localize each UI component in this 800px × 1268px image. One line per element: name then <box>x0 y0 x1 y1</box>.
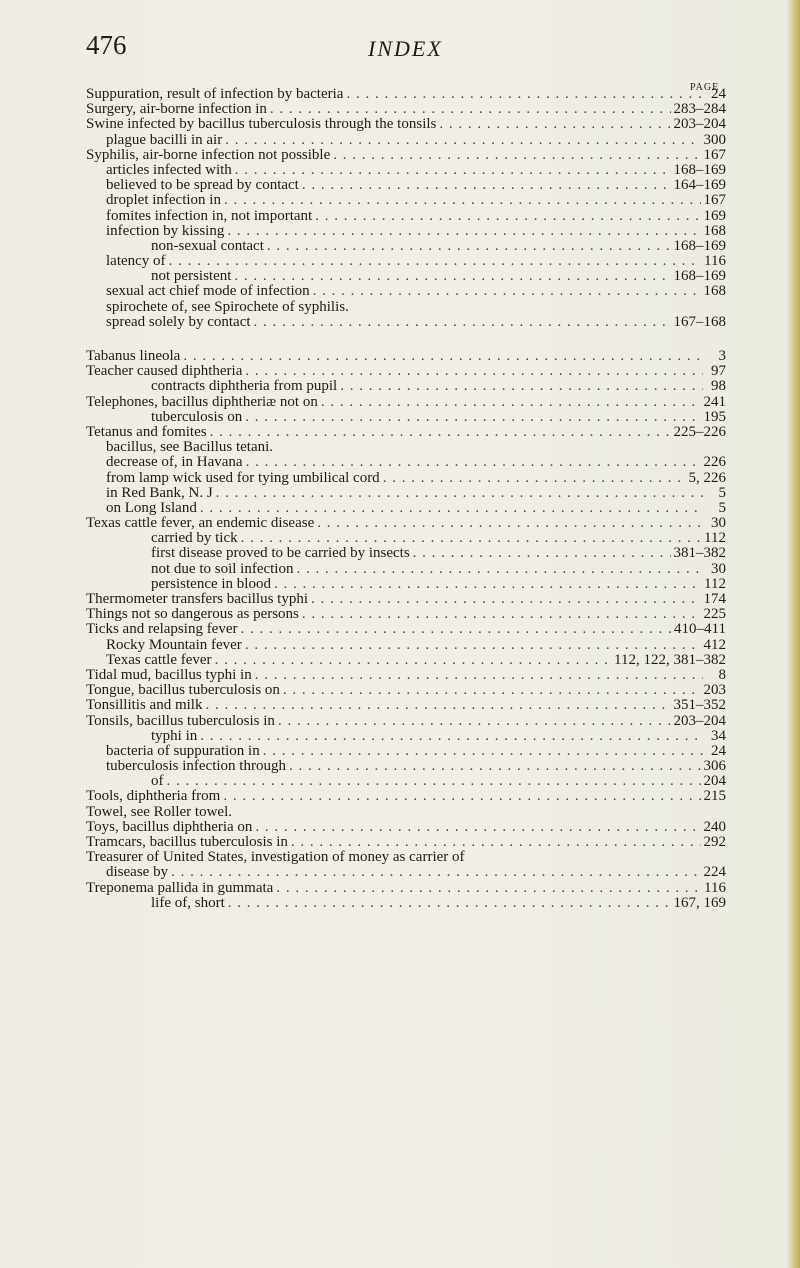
leader-dots <box>235 163 671 178</box>
leader-dots <box>383 471 686 486</box>
entry-pages: 412 <box>703 636 726 653</box>
entry-pages: 292 <box>703 834 726 850</box>
entry-pages: 351–352 <box>673 697 726 714</box>
entry-pages: 381–382 <box>673 545 726 562</box>
entry-text: Toys, bacillus diphtheria on <box>86 818 253 835</box>
entry-text: fomites infection in, not important <box>106 207 313 224</box>
leader-dots <box>278 714 671 729</box>
entry-text: Syphilis, air-borne infection not possible <box>86 146 331 163</box>
index-entry <box>86 300 726 315</box>
entry-pages: 5 <box>718 484 726 501</box>
entry-pages: 167, 169 <box>673 894 726 911</box>
leader-dots <box>263 744 703 759</box>
entry-pages: 167 <box>703 146 726 163</box>
index-entry <box>86 410 726 425</box>
index-entry <box>86 501 726 516</box>
entry-text: plague bacilli in air <box>106 131 223 148</box>
entry-pages: 97 <box>711 363 726 380</box>
entry-pages: 283–284 <box>673 101 726 118</box>
index-entry <box>86 425 726 440</box>
index-entry <box>86 729 726 744</box>
entry-pages: 203 <box>703 682 726 699</box>
index-entry <box>86 668 726 683</box>
entry-pages: 164–169 <box>673 177 726 194</box>
entry-text: Telephones, bacillus diphtheriæ not on <box>86 393 318 410</box>
index-entry <box>86 896 726 911</box>
index-entry <box>86 239 726 254</box>
index-entry <box>86 254 726 269</box>
leader-dots <box>183 349 703 364</box>
index-entry <box>86 683 726 698</box>
leader-dots <box>289 759 701 774</box>
leader-dots <box>346 87 703 102</box>
index-entry <box>86 592 726 607</box>
leader-dots <box>311 592 700 607</box>
entry-text: believed to be spread by contact <box>106 177 299 194</box>
entry-pages: 215 <box>703 788 726 805</box>
leader-dots <box>267 239 671 254</box>
leader-dots <box>245 638 701 653</box>
entry-pages: 167–168 <box>673 313 726 330</box>
entry-pages: 167 <box>703 192 726 209</box>
entry-text: on Long Island <box>106 499 197 516</box>
entry-text: Tonsils, bacillus tuberculosis in <box>86 712 275 729</box>
page-number: 476 <box>86 30 127 60</box>
index-entry <box>86 789 726 804</box>
index-entry <box>86 284 726 299</box>
entry-text: Things not so dangerous as persons <box>86 606 299 623</box>
entry-pages: 174 <box>703 591 726 607</box>
leader-dots <box>169 254 701 269</box>
index-entry <box>86 178 726 193</box>
index-entry <box>86 315 726 330</box>
index-entry <box>86 881 726 896</box>
index-entry <box>86 607 726 622</box>
entry-pages: 112 <box>704 575 726 592</box>
entry-pages: 5 <box>718 499 726 516</box>
leader-dots <box>317 516 703 531</box>
index-entry <box>86 820 726 835</box>
entry-pages: 226 <box>703 454 726 471</box>
index-entry <box>86 486 726 501</box>
entry-text: Treasurer of United States, investigation of money as carrier of <box>86 849 465 866</box>
entry-text: Tools, diphtheria from <box>86 788 221 805</box>
leader-dots <box>255 820 700 835</box>
entry-pages: 410–411 <box>674 621 726 638</box>
entry-pages: 203–204 <box>673 116 726 133</box>
entry-text: Rocky Mountain fever <box>106 636 242 653</box>
entry-text: bacillus, see Bacillus tetani. <box>106 439 274 456</box>
index-entry <box>86 455 726 470</box>
leader-dots <box>223 789 700 804</box>
index-entry <box>86 531 726 546</box>
entry-text: persistence in blood <box>151 575 271 592</box>
leader-dots <box>216 486 703 501</box>
leader-dots <box>245 364 703 379</box>
index-entry <box>86 714 726 729</box>
entry-text: Surgery, air-borne infection in <box>86 101 267 118</box>
entry-text: Tetanus and fomites <box>86 423 207 440</box>
entry-text: typhi in <box>151 727 198 744</box>
entry-pages: 241 <box>703 393 726 410</box>
index-entry <box>86 133 726 148</box>
entry-pages: 225 <box>703 606 726 623</box>
entry-text: Suppuration, result of infection by bacteria <box>86 86 344 102</box>
entry-text: infection by kissing <box>106 222 225 239</box>
leader-dots <box>321 395 701 410</box>
leader-dots <box>254 315 671 330</box>
entry-pages: 203–204 <box>673 712 726 729</box>
entry-text: droplet infection in <box>106 192 221 209</box>
leader-dots <box>171 865 700 880</box>
entry-pages: 168–169 <box>673 268 726 285</box>
entry-pages: 116 <box>704 879 726 896</box>
index-entry <box>86 102 726 117</box>
entry-pages: 98 <box>711 378 726 395</box>
entry-pages: 240 <box>703 818 726 835</box>
leader-dots <box>270 102 671 117</box>
index-entries <box>86 87 726 911</box>
entry-pages: 306 <box>703 758 726 775</box>
entry-text: non-sexual contact <box>151 237 264 254</box>
page-column-label: PAGE <box>690 82 720 93</box>
entry-text: latency of <box>106 253 166 270</box>
leader-dots <box>283 683 701 698</box>
leader-dots <box>333 148 700 163</box>
entry-text: Ticks and relapsing fever <box>86 621 238 638</box>
entry-text: from lamp wick used for tying umbilical cord <box>106 469 380 486</box>
index-entry <box>86 440 726 455</box>
index-entry <box>86 364 726 379</box>
leader-dots <box>315 209 700 224</box>
index-entry <box>86 865 726 880</box>
entry-pages: 168 <box>703 283 726 300</box>
index-entry <box>86 395 726 410</box>
leader-dots <box>246 455 701 470</box>
entry-pages: 30 <box>711 560 726 577</box>
leader-dots <box>241 531 701 546</box>
leader-dots <box>224 193 701 208</box>
leader-dots <box>276 881 701 896</box>
index-entry <box>86 379 726 394</box>
entry-text: Tidal mud, bacillus typhi in <box>86 666 252 683</box>
index-entry <box>86 774 726 789</box>
entry-text: Tonsillitis and milk <box>86 697 203 714</box>
entry-pages: 204 <box>703 773 726 790</box>
index-entry <box>86 653 726 668</box>
leader-dots <box>241 622 672 637</box>
entry-pages: 169 <box>703 207 726 224</box>
index-entry <box>86 805 726 820</box>
leader-dots <box>245 410 700 425</box>
entry-text: sexual act chief mode of infection <box>106 283 310 300</box>
running-title: INDEX <box>368 36 443 61</box>
index-entry <box>86 546 726 561</box>
leader-dots <box>210 425 671 440</box>
entry-pages: 224 <box>703 864 726 881</box>
entry-pages: 30 <box>711 515 726 532</box>
entry-text: carried by tick <box>151 530 238 547</box>
leader-dots <box>302 178 671 193</box>
page-edge <box>786 0 800 1268</box>
index-entry <box>86 759 726 774</box>
entry-text: contracts diphtheria from pupil <box>151 378 338 395</box>
entry-pages: 168–169 <box>673 161 726 178</box>
index-entry <box>86 148 726 163</box>
index-entry <box>86 224 726 239</box>
entry-text: Tabanus lineola <box>86 348 181 364</box>
index-entry <box>86 516 726 531</box>
index-entry <box>86 562 726 577</box>
entry-pages: 112 <box>704 530 726 547</box>
index-entry <box>86 622 726 637</box>
leader-dots <box>439 117 670 132</box>
leader-dots <box>255 668 703 683</box>
leader-dots <box>413 546 671 561</box>
entry-text: decrease of, in Havana <box>106 454 243 471</box>
index-entry <box>86 87 726 102</box>
leader-dots <box>274 577 701 592</box>
index-entry <box>86 638 726 653</box>
entry-text: bacteria of suppuration in <box>106 742 260 759</box>
leader-dots <box>227 224 700 239</box>
leader-dots <box>167 774 701 789</box>
index-entry <box>86 163 726 178</box>
leader-dots <box>234 269 670 284</box>
entry-pages: 24 <box>711 86 726 102</box>
entry-pages: 8 <box>718 666 726 683</box>
entry-text: disease by <box>106 864 169 881</box>
entry-text: not due to soil infection <box>151 560 294 577</box>
entry-pages: 24 <box>711 742 726 759</box>
entry-pages: 225–226 <box>673 423 726 440</box>
entry-text: first disease proved to be carried by insects <box>151 545 410 562</box>
index-entry <box>86 850 726 865</box>
leader-dots <box>313 284 701 299</box>
index-entry <box>86 698 726 713</box>
leader-dots <box>225 133 700 148</box>
entry-text: Thermometer transfers bacillus typhi <box>86 591 309 607</box>
entry-text: tuberculosis on <box>151 408 243 425</box>
index-entry <box>86 269 726 284</box>
leader-dots <box>200 729 703 744</box>
index-entry <box>86 209 726 224</box>
leader-dots <box>228 896 671 911</box>
leader-dots <box>296 562 703 577</box>
index-entry <box>86 744 726 759</box>
entry-text: tuberculosis infection through <box>106 758 286 775</box>
entry-text: Treponema pallida in gummata <box>86 879 274 896</box>
entry-text: not persistent <box>151 268 232 285</box>
leader-dots <box>200 501 703 516</box>
entry-pages: 3 <box>718 348 726 364</box>
leader-dots <box>205 698 670 713</box>
entry-pages: 168 <box>703 222 726 239</box>
leader-dots <box>302 607 701 622</box>
leader-dots <box>215 653 611 668</box>
entry-text: Tongue, bacillus tuberculosis on <box>86 682 280 699</box>
index-entry <box>86 349 726 364</box>
entry-pages: 116 <box>704 253 726 270</box>
index-entry <box>86 117 726 132</box>
entry-text: life of, short <box>151 894 225 911</box>
entry-pages: 34 <box>711 727 726 744</box>
entry-text: Towel, see Roller towel. <box>86 803 232 820</box>
index-entry <box>86 577 726 592</box>
leader-dots <box>291 835 701 850</box>
entry-text: of <box>151 773 164 790</box>
entry-pages: 112, 122, 381–382 <box>614 651 726 668</box>
entry-text: articles infected with <box>106 161 232 178</box>
leader-dots <box>340 379 703 394</box>
entry-pages: 300 <box>703 131 726 148</box>
page-header <box>86 30 716 64</box>
index-entry <box>86 835 726 850</box>
entry-pages: 168–169 <box>673 237 726 254</box>
entry-text: Texas cattle fever, an endemic disease <box>86 515 315 532</box>
entry-text: Teacher caused diphtheria <box>86 363 243 380</box>
index-entry <box>86 471 726 486</box>
entry-text: spirochete of, see Spirochete of syphilis. <box>106 298 349 315</box>
entry-text: in Red Bank, N. J <box>106 484 213 501</box>
entry-pages: 195 <box>703 408 726 425</box>
entry-text: spread solely by contact <box>106 313 251 330</box>
index-entry <box>86 193 726 208</box>
entry-text: Tramcars, bacillus tuberculosis in <box>86 834 288 850</box>
entry-text: Texas cattle fever <box>106 651 212 668</box>
entry-pages: 5, 226 <box>688 469 726 486</box>
entry-text: Swine infected by bacillus tuberculosis through the tonsils <box>86 116 437 133</box>
